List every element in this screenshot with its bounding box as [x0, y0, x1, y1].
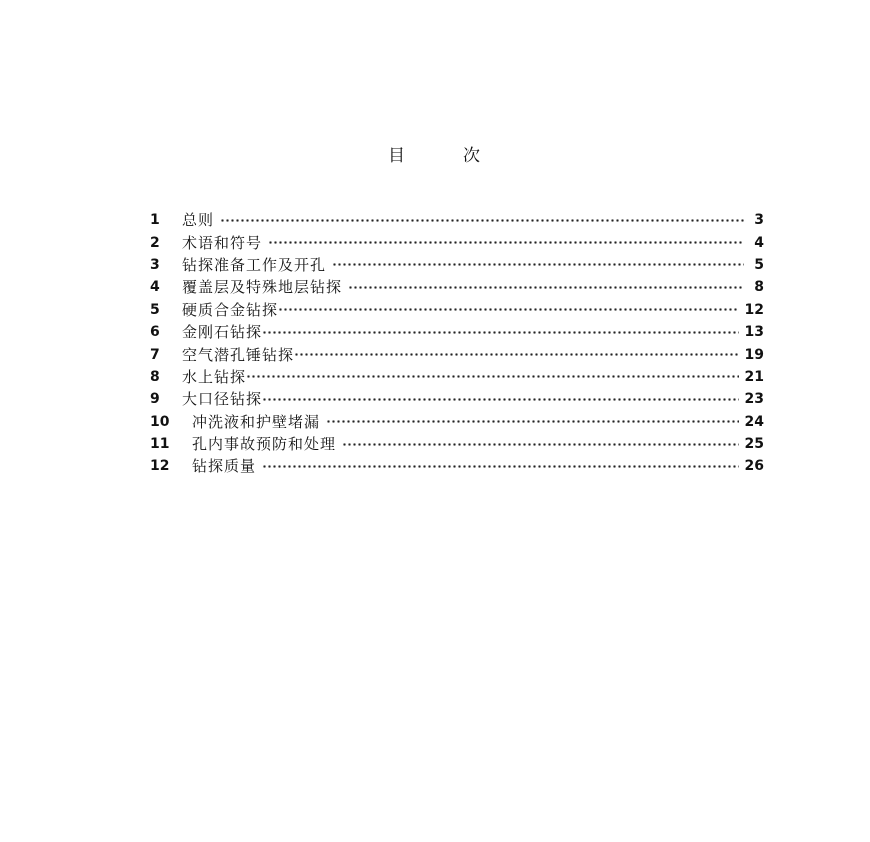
- toc-entry-page: 4: [754, 234, 764, 251]
- toc-entry[interactable]: [150, 455, 764, 477]
- toc-entry-title: 孔内事故预防和处理: [192, 435, 337, 454]
- toc-list: [150, 209, 764, 478]
- toc-entry-page: 3: [754, 212, 764, 229]
- toc-entry-title: 大口径钻探: [182, 390, 263, 409]
- toc-entry-page: 13: [744, 324, 764, 341]
- toc-entry[interactable]: [150, 411, 764, 433]
- toc-entry[interactable]: [150, 209, 764, 231]
- toc-entry-page: 5: [754, 256, 764, 273]
- toc-entry-page: 26: [744, 458, 764, 475]
- toc-entry[interactable]: [150, 433, 764, 455]
- toc-entry-page: 12: [744, 301, 764, 318]
- toc-entry[interactable]: [150, 299, 764, 321]
- toc-entry-title: 空气潜孔锤钻探: [182, 345, 295, 364]
- toc-entry-number: 1: [150, 212, 160, 229]
- toc-dot-leader: [220, 219, 744, 222]
- toc-entry[interactable]: [150, 276, 764, 298]
- toc-entry-title: 术语和符号: [182, 233, 263, 252]
- toc-entry-title: 水上钻探: [182, 367, 247, 386]
- toc-entry[interactable]: [150, 366, 764, 388]
- toc-dot-leader: [332, 263, 744, 266]
- toc-entry-title: 钻探准备工作及开孔: [182, 255, 327, 274]
- toc-dot-leader: [262, 465, 739, 468]
- toc-dot-leader: [246, 375, 739, 378]
- toc-entry-title: 金刚石钻探: [182, 323, 263, 342]
- toc-entry-page: 25: [744, 436, 764, 453]
- toc-entry-title: 总则: [182, 211, 215, 230]
- toc-dot-leader: [268, 241, 744, 244]
- toc-entry-number: 6: [150, 324, 160, 341]
- toc-entry-number: 5: [150, 301, 160, 318]
- toc-entry[interactable]: [150, 388, 764, 410]
- toc-entry-title: 冲洗液和护壁堵漏: [192, 412, 321, 431]
- toc-entry[interactable]: [150, 343, 764, 365]
- toc-entry-page: 24: [744, 413, 764, 430]
- toc-entry-number: 12: [150, 458, 170, 475]
- toc-entry-number: 8: [150, 368, 160, 385]
- toc-dot-leader: [294, 353, 739, 356]
- toc-entry-number: 10: [150, 413, 170, 430]
- toc-entry-number: 3: [150, 256, 160, 273]
- toc-entry[interactable]: [150, 321, 764, 343]
- toc-dot-leader: [326, 420, 739, 423]
- toc-entry-number: 11: [150, 436, 170, 453]
- toc-title: [0, 141, 870, 166]
- toc-entry-number: 2: [150, 234, 160, 251]
- toc-entry-page: 8: [754, 279, 764, 296]
- toc-entry-page: 21: [744, 368, 764, 385]
- toc-entry-number: 4: [150, 279, 160, 296]
- toc-title-char-2: 次: [463, 146, 482, 166]
- toc-dot-leader: [262, 398, 739, 401]
- toc-entry[interactable]: [150, 254, 764, 276]
- toc-title-char-1: 目: [388, 146, 407, 166]
- toc-entry-title: 硬质合金钻探: [182, 300, 279, 319]
- toc-entry-page: 23: [744, 391, 764, 408]
- toc-entry-number: 7: [150, 346, 160, 363]
- toc-dot-leader: [262, 331, 739, 334]
- toc-dot-leader: [348, 286, 744, 289]
- toc-entry[interactable]: [150, 231, 764, 253]
- toc-entry-page: 19: [744, 346, 764, 363]
- toc-entry-title: 钻探质量: [192, 457, 257, 476]
- toc-dot-leader: [342, 443, 739, 446]
- toc-entry-title: 覆盖层及特殊地层钻探: [182, 278, 343, 297]
- toc-dot-leader: [278, 308, 739, 311]
- toc-entry-number: 9: [150, 391, 160, 408]
